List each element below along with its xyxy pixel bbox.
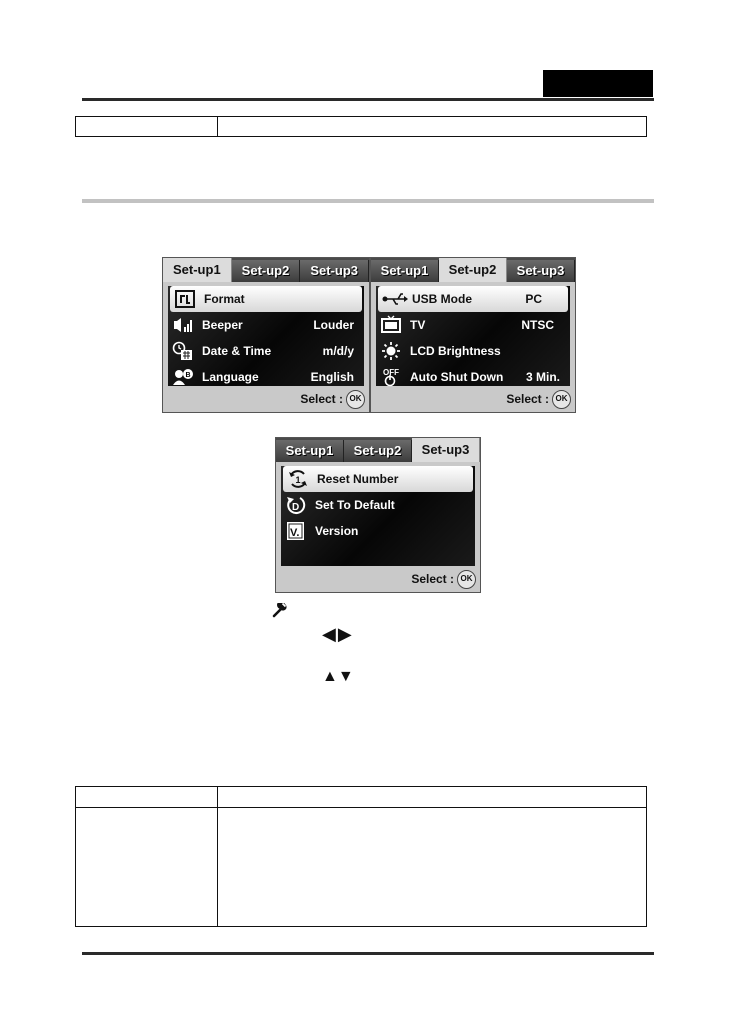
- tab-bar: [276, 438, 480, 462]
- menu-item-format[interactable]: [170, 286, 362, 312]
- usb-icon: [382, 289, 408, 309]
- tab-setup1[interactable]: Set-up1: [276, 440, 344, 462]
- power-off-icon: [380, 367, 402, 387]
- menu-panel: [168, 286, 364, 386]
- menu-item-language[interactable]: [168, 364, 364, 390]
- menu-item-value: Louder: [313, 318, 354, 332]
- menu-panel: [281, 466, 475, 566]
- ok-button-icon[interactable]: OK: [346, 390, 365, 409]
- menu-item-value: 3 Min.: [525, 370, 560, 384]
- tab-setup2[interactable]: Set-up2: [439, 258, 507, 282]
- ok-button-icon[interactable]: OK: [457, 570, 476, 589]
- tab-bar: [371, 258, 575, 282]
- down-arrow-icon: ▼: [337, 668, 354, 685]
- menu-item-reset-number[interactable]: [283, 466, 473, 492]
- menu-item-auto-shut-down[interactable]: [376, 364, 570, 390]
- svg-text:1: 1: [295, 475, 301, 485]
- table-row: [76, 117, 647, 137]
- default-icon: [285, 495, 307, 515]
- reset-number-icon: [287, 469, 309, 489]
- menu-item-label: Date & Time: [202, 344, 272, 358]
- left-right-arrows-icon: [322, 624, 362, 644]
- select-label: Select :: [411, 572, 454, 586]
- menu-item-label: Auto Shut Down: [410, 370, 504, 384]
- svg-text:OFF: OFF: [383, 368, 399, 377]
- svg-text:V.: V.: [290, 527, 300, 539]
- menu-item-value: NTSC: [521, 318, 554, 332]
- menu-item-label: Language: [202, 370, 259, 384]
- setup2-screen: [370, 257, 576, 413]
- description-table: [75, 786, 647, 927]
- version-icon: [285, 521, 307, 541]
- up-down-arrows-icon: [322, 667, 362, 687]
- language-icon: [172, 367, 194, 387]
- menu-item-value: English: [310, 370, 354, 384]
- menu-item-lcd-brightness[interactable]: [376, 338, 570, 364]
- table-cell: [218, 808, 647, 927]
- tab-setup2[interactable]: Set-up2: [232, 260, 301, 282]
- menu-item-label: Set To Default: [315, 498, 395, 512]
- tab-setup3[interactable]: Set-up3: [507, 260, 575, 282]
- tab-setup3[interactable]: Set-up3: [412, 438, 480, 462]
- language-tab-block: [543, 70, 653, 97]
- section-divider: [82, 199, 654, 203]
- tab-bar: [163, 258, 369, 282]
- menu-item-label: Beeper: [202, 318, 243, 332]
- ok-button-icon[interactable]: OK: [552, 390, 571, 409]
- table-cell: [218, 787, 647, 808]
- up-arrow-icon: ▲: [322, 668, 338, 685]
- menu-item-value: PC: [525, 292, 542, 306]
- menu-item-set-to-default[interactable]: [281, 492, 475, 518]
- menu-panel: [376, 286, 570, 386]
- select-footer: [300, 389, 365, 409]
- menu-item-label: TV: [410, 318, 426, 332]
- setup3-screen: [275, 437, 481, 593]
- menu-item-tv[interactable]: [376, 312, 570, 338]
- table-cell: [76, 808, 218, 927]
- header-rule: [82, 98, 654, 101]
- tv-icon: [380, 315, 402, 335]
- table-row: [76, 787, 647, 808]
- menu-item-label: Format: [204, 292, 245, 306]
- select-label: Select :: [506, 392, 549, 406]
- menu-item-beeper[interactable]: [168, 312, 364, 338]
- table-cell: [76, 787, 218, 808]
- table-row: [76, 808, 647, 927]
- select-footer: [411, 569, 476, 589]
- menu-item-version[interactable]: [281, 518, 475, 544]
- speaker-icon: [172, 315, 194, 335]
- menu-item-label: Version: [315, 524, 359, 538]
- setup1-screen: [162, 257, 370, 413]
- right-arrow-icon: ▶: [337, 624, 352, 644]
- header-table: [75, 116, 647, 137]
- menu-item-label: LCD Brightness: [410, 344, 501, 358]
- table-cell: [218, 117, 647, 137]
- tab-setup3[interactable]: Set-up3: [300, 260, 369, 282]
- menu-item-usb-mode[interactable]: [378, 286, 568, 312]
- menu-item-date-time[interactable]: [168, 338, 364, 364]
- svg-text:B: B: [185, 372, 191, 379]
- footer-rule: [82, 952, 654, 955]
- format-icon: [174, 289, 196, 309]
- table-cell: [76, 117, 218, 137]
- menu-item-value: m/d/y: [322, 344, 354, 358]
- tab-setup2[interactable]: Set-up2: [344, 440, 412, 462]
- tab-setup1[interactable]: Set-up1: [163, 258, 232, 282]
- brightness-icon: [380, 341, 402, 361]
- select-footer: [506, 389, 571, 409]
- calendar-clock-icon: [172, 341, 194, 361]
- menu-item-label: USB Mode: [412, 292, 472, 306]
- left-arrow-icon: ◀: [322, 624, 336, 644]
- tab-setup1[interactable]: Set-up1: [371, 260, 439, 282]
- menu-item-label: Reset Number: [317, 472, 399, 486]
- svg-text:D: D: [292, 502, 300, 513]
- wrench-icon: [272, 603, 287, 618]
- select-label: Select :: [300, 392, 343, 406]
